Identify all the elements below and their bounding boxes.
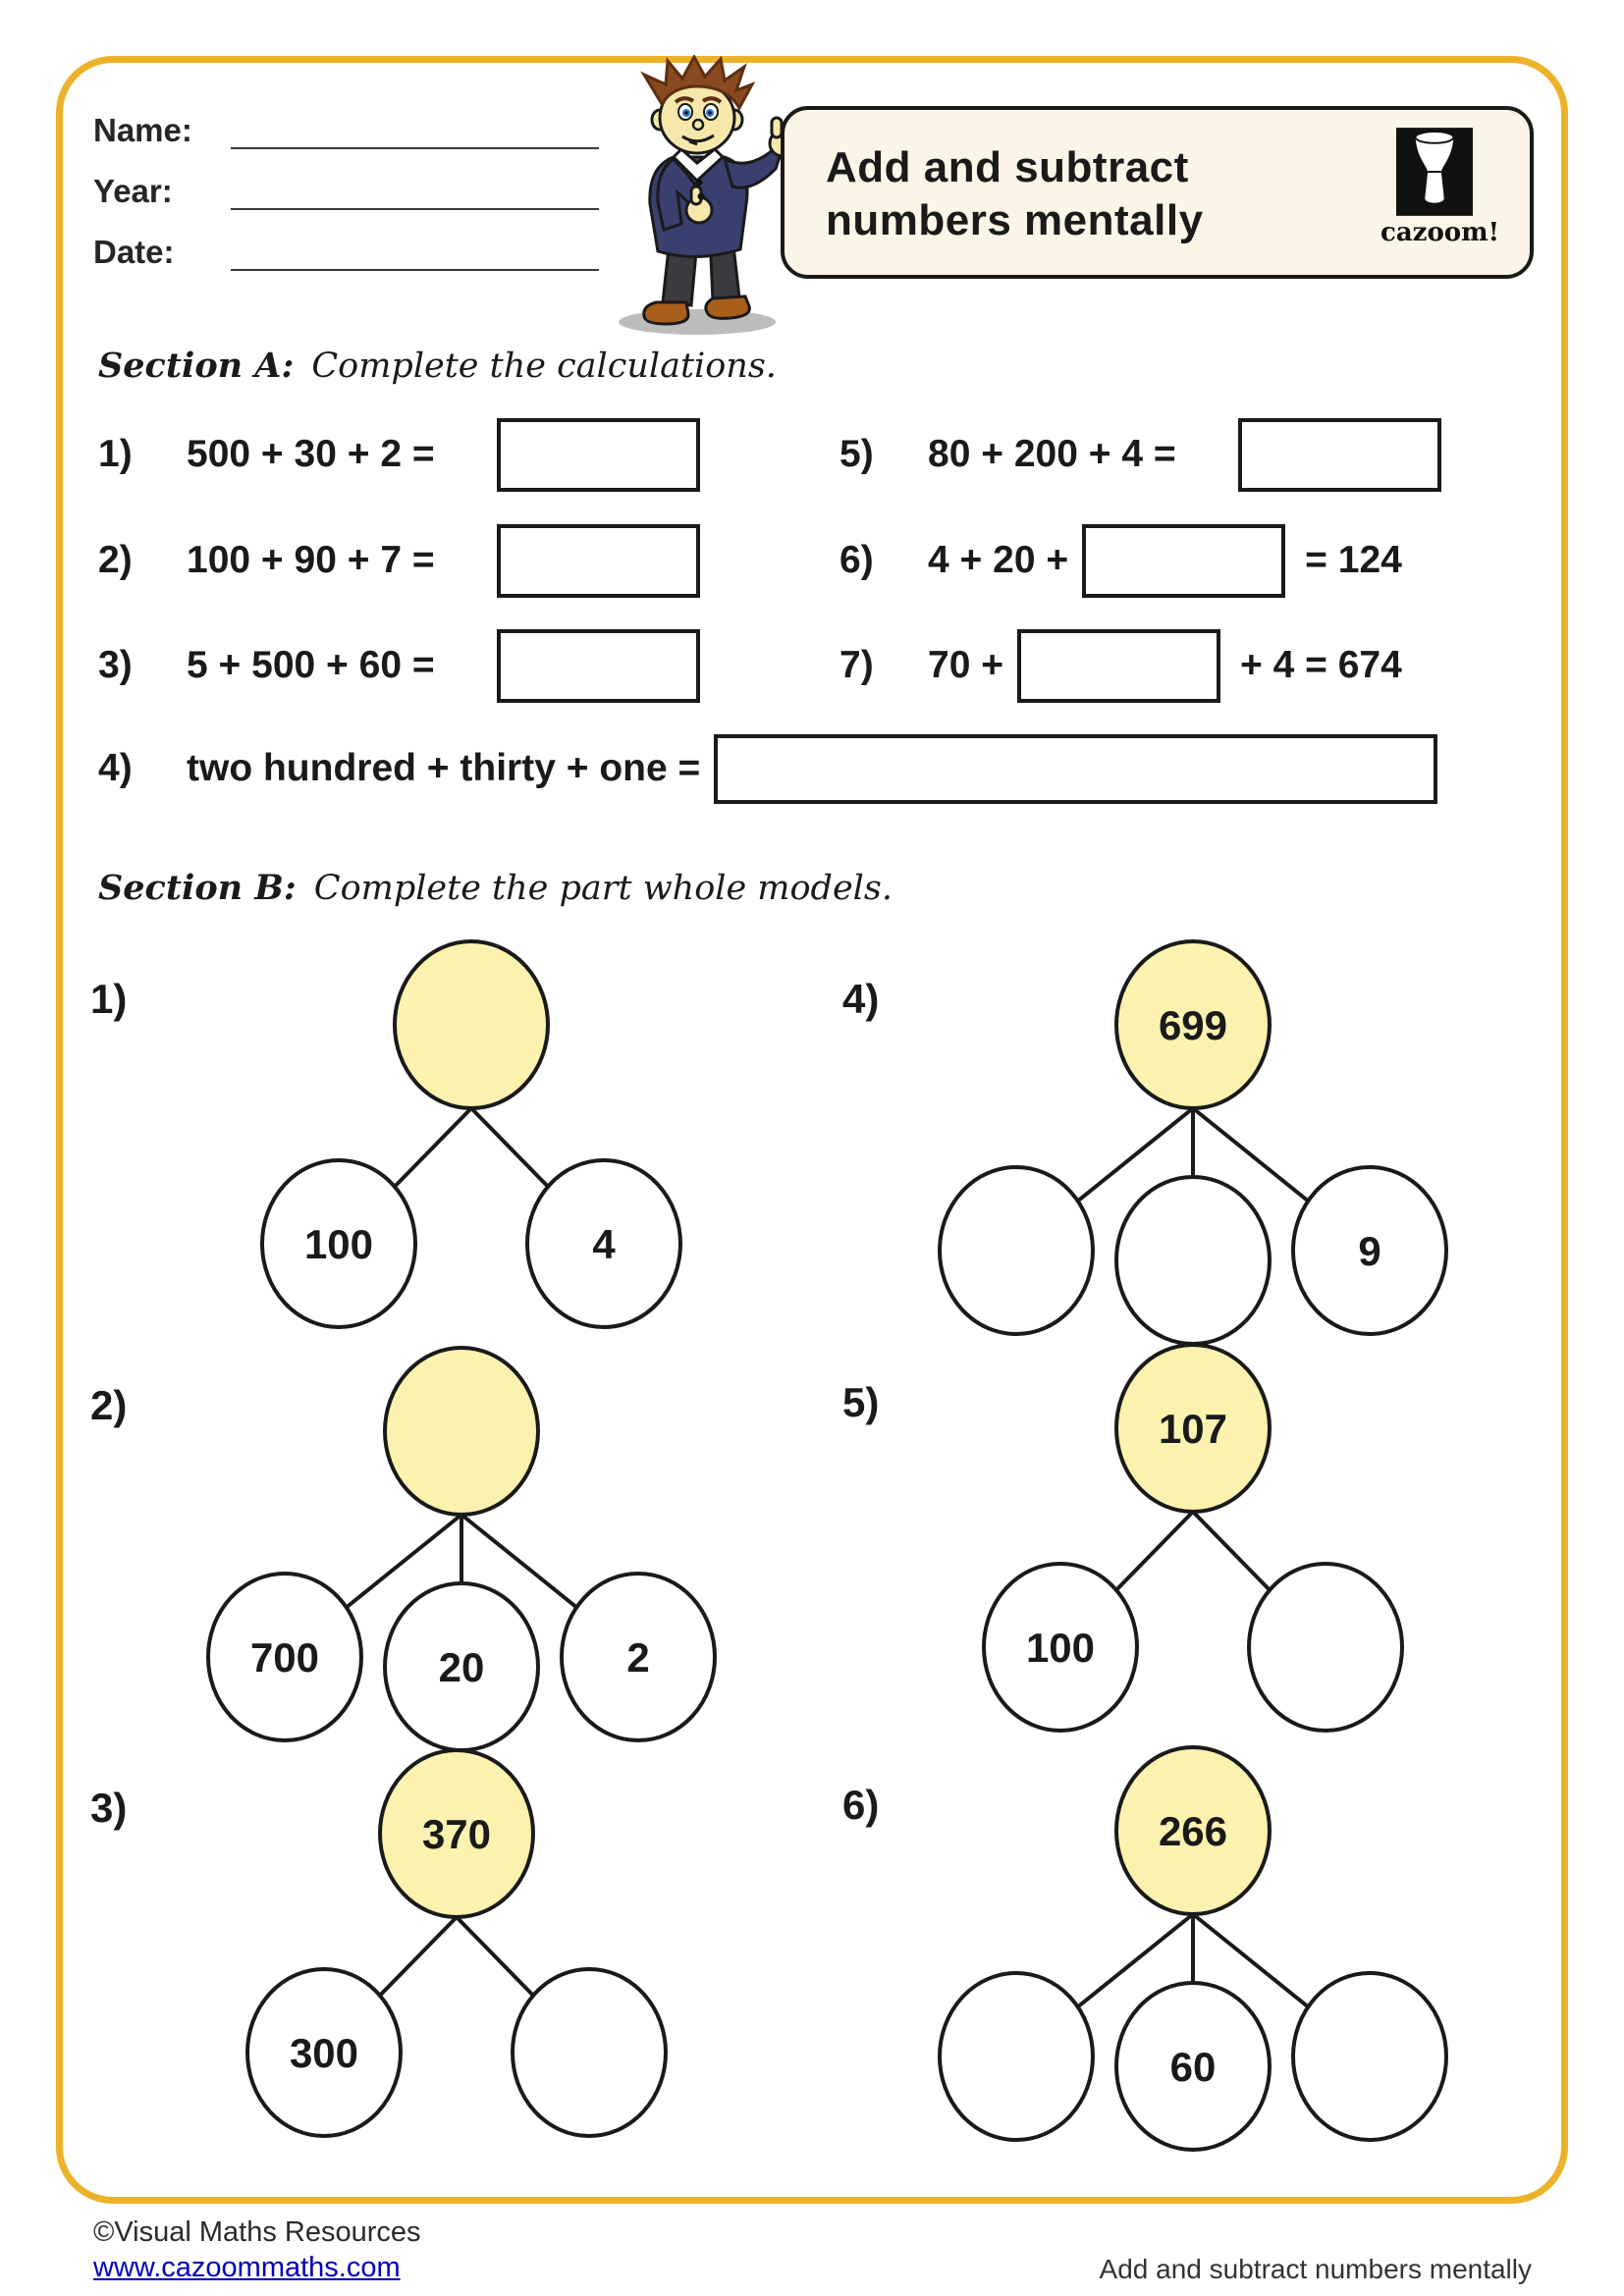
section-a-heading xyxy=(98,346,777,386)
footer-copyright: ©Visual Maths Resources xyxy=(93,2216,421,2248)
problem-expression: 5 + 500 + 60 = xyxy=(187,644,435,686)
mascot-illustration xyxy=(579,55,815,345)
circle-value: 300 xyxy=(289,2030,359,2076)
part-whole-model-5 xyxy=(842,1338,1517,1750)
problem-expression: 70 + xyxy=(928,644,1003,686)
model-number: 1) xyxy=(90,976,128,1022)
answer-box[interactable] xyxy=(497,524,700,598)
year-label: Year: xyxy=(93,173,173,209)
date-label: Date: xyxy=(93,234,175,270)
year-input-line[interactable] xyxy=(231,171,599,210)
part-circle[interactable] xyxy=(1249,1564,1402,1731)
part-whole-diagram xyxy=(869,1338,1517,1750)
date-field-row xyxy=(93,232,599,271)
part-whole-model-3 xyxy=(90,1743,781,2156)
calculation-problem-row xyxy=(98,626,700,705)
cazoom-drum-icon xyxy=(1396,128,1473,216)
circle-value: 20 xyxy=(438,1644,485,1690)
problem-expression: two hundred + thirty + one = xyxy=(187,747,701,789)
circle-value: 700 xyxy=(249,1634,320,1681)
model-number: 2) xyxy=(90,1382,128,1428)
circle-value: 699 xyxy=(1158,1002,1228,1048)
model-number: 3) xyxy=(90,1785,128,1831)
part-whole-model-2 xyxy=(90,1341,785,1753)
name-label: Name: xyxy=(93,112,192,148)
year-field-row xyxy=(93,171,599,210)
worksheet-title xyxy=(826,141,1204,246)
name-input-line[interactable] xyxy=(231,110,599,149)
cazoom-logo xyxy=(1380,128,1500,247)
problem-number: 4) xyxy=(98,747,133,789)
model-number: 5) xyxy=(842,1379,880,1425)
circle-value: 60 xyxy=(1169,2044,1217,2090)
problem-expression: 100 + 90 + 7 = xyxy=(187,539,435,581)
problem-expression: 80 + 200 + 4 = xyxy=(928,433,1176,475)
problem-expression-after: + 4 = 674 xyxy=(1240,644,1402,686)
problem-expression-after: = 124 xyxy=(1305,539,1402,581)
title-panel xyxy=(781,106,1534,279)
part-whole-diagram xyxy=(147,934,795,1347)
problem-number: 7) xyxy=(839,644,874,686)
answer-box[interactable] xyxy=(497,629,700,703)
name-field-row xyxy=(93,110,599,149)
answer-box[interactable] xyxy=(1082,524,1285,598)
part-circle[interactable] xyxy=(940,1167,1093,1334)
circle-value: 4 xyxy=(592,1221,616,1267)
section-b-instruction: Complete the part whole models. xyxy=(313,869,893,908)
calculation-problem-row xyxy=(839,415,1441,494)
calculation-problem-row xyxy=(98,415,700,494)
part-whole-model-1 xyxy=(90,934,795,1347)
cazoom-logo-text: cazoom! xyxy=(1380,218,1500,247)
answer-box[interactable] xyxy=(1238,418,1441,492)
calculation-problem-row xyxy=(98,729,1437,808)
calculation-problem-row xyxy=(839,521,1402,600)
problem-number: 5) xyxy=(839,433,874,475)
circle-value: 266 xyxy=(1158,1808,1228,1854)
part-whole-diagram xyxy=(133,1743,781,2156)
problem-number: 3) xyxy=(98,644,133,686)
title-line-1: Add and subtract xyxy=(826,143,1189,191)
calculation-problem-row xyxy=(98,521,700,600)
problem-expression: 4 + 20 + xyxy=(928,539,1069,581)
part-whole-diagram xyxy=(869,934,1517,1347)
title-line-2: numbers mentally xyxy=(826,195,1204,244)
problem-expression: 500 + 30 + 2 = xyxy=(187,433,435,475)
part-circle[interactable] xyxy=(1116,1177,1270,1344)
part-circle[interactable] xyxy=(1293,1973,1446,2140)
circle-value: 100 xyxy=(1025,1625,1096,1671)
part-whole-model-4 xyxy=(842,934,1517,1347)
footer-worksheet-title: Add and subtract numbers mentally xyxy=(1099,2254,1532,2284)
circle-value: 370 xyxy=(421,1811,492,1857)
whole-circle[interactable] xyxy=(395,941,548,1108)
whole-circle[interactable] xyxy=(385,1348,538,1515)
section-a-title: Section A: xyxy=(98,346,295,386)
part-whole-diagram xyxy=(137,1341,785,1753)
answer-box[interactable] xyxy=(714,734,1437,804)
part-whole-diagram xyxy=(869,1740,1517,2153)
part-circle[interactable] xyxy=(940,1973,1093,2140)
answer-box[interactable] xyxy=(497,418,700,492)
section-b-heading xyxy=(98,868,893,908)
section-a-instruction: Complete the calculations. xyxy=(311,347,777,386)
part-circle[interactable] xyxy=(513,1969,666,2136)
problem-number: 6) xyxy=(839,539,874,581)
circle-value: 100 xyxy=(303,1221,374,1267)
mascot-boy-icon xyxy=(579,55,815,340)
circle-value: 107 xyxy=(1158,1406,1228,1452)
model-number: 6) xyxy=(842,1782,880,1828)
calculation-problem-row xyxy=(839,626,1402,705)
date-input-line[interactable] xyxy=(231,232,599,271)
circle-value: 2 xyxy=(626,1634,650,1681)
footer-website-link[interactable]: www.cazoommaths.com xyxy=(93,2252,401,2283)
part-whole-model-6 xyxy=(842,1740,1517,2153)
model-number: 4) xyxy=(842,976,880,1022)
problem-number: 2) xyxy=(98,539,133,581)
circle-value: 9 xyxy=(1358,1228,1381,1274)
answer-box[interactable] xyxy=(1017,629,1220,703)
section-b-title: Section B: xyxy=(98,868,297,908)
problem-number: 1) xyxy=(98,433,133,475)
